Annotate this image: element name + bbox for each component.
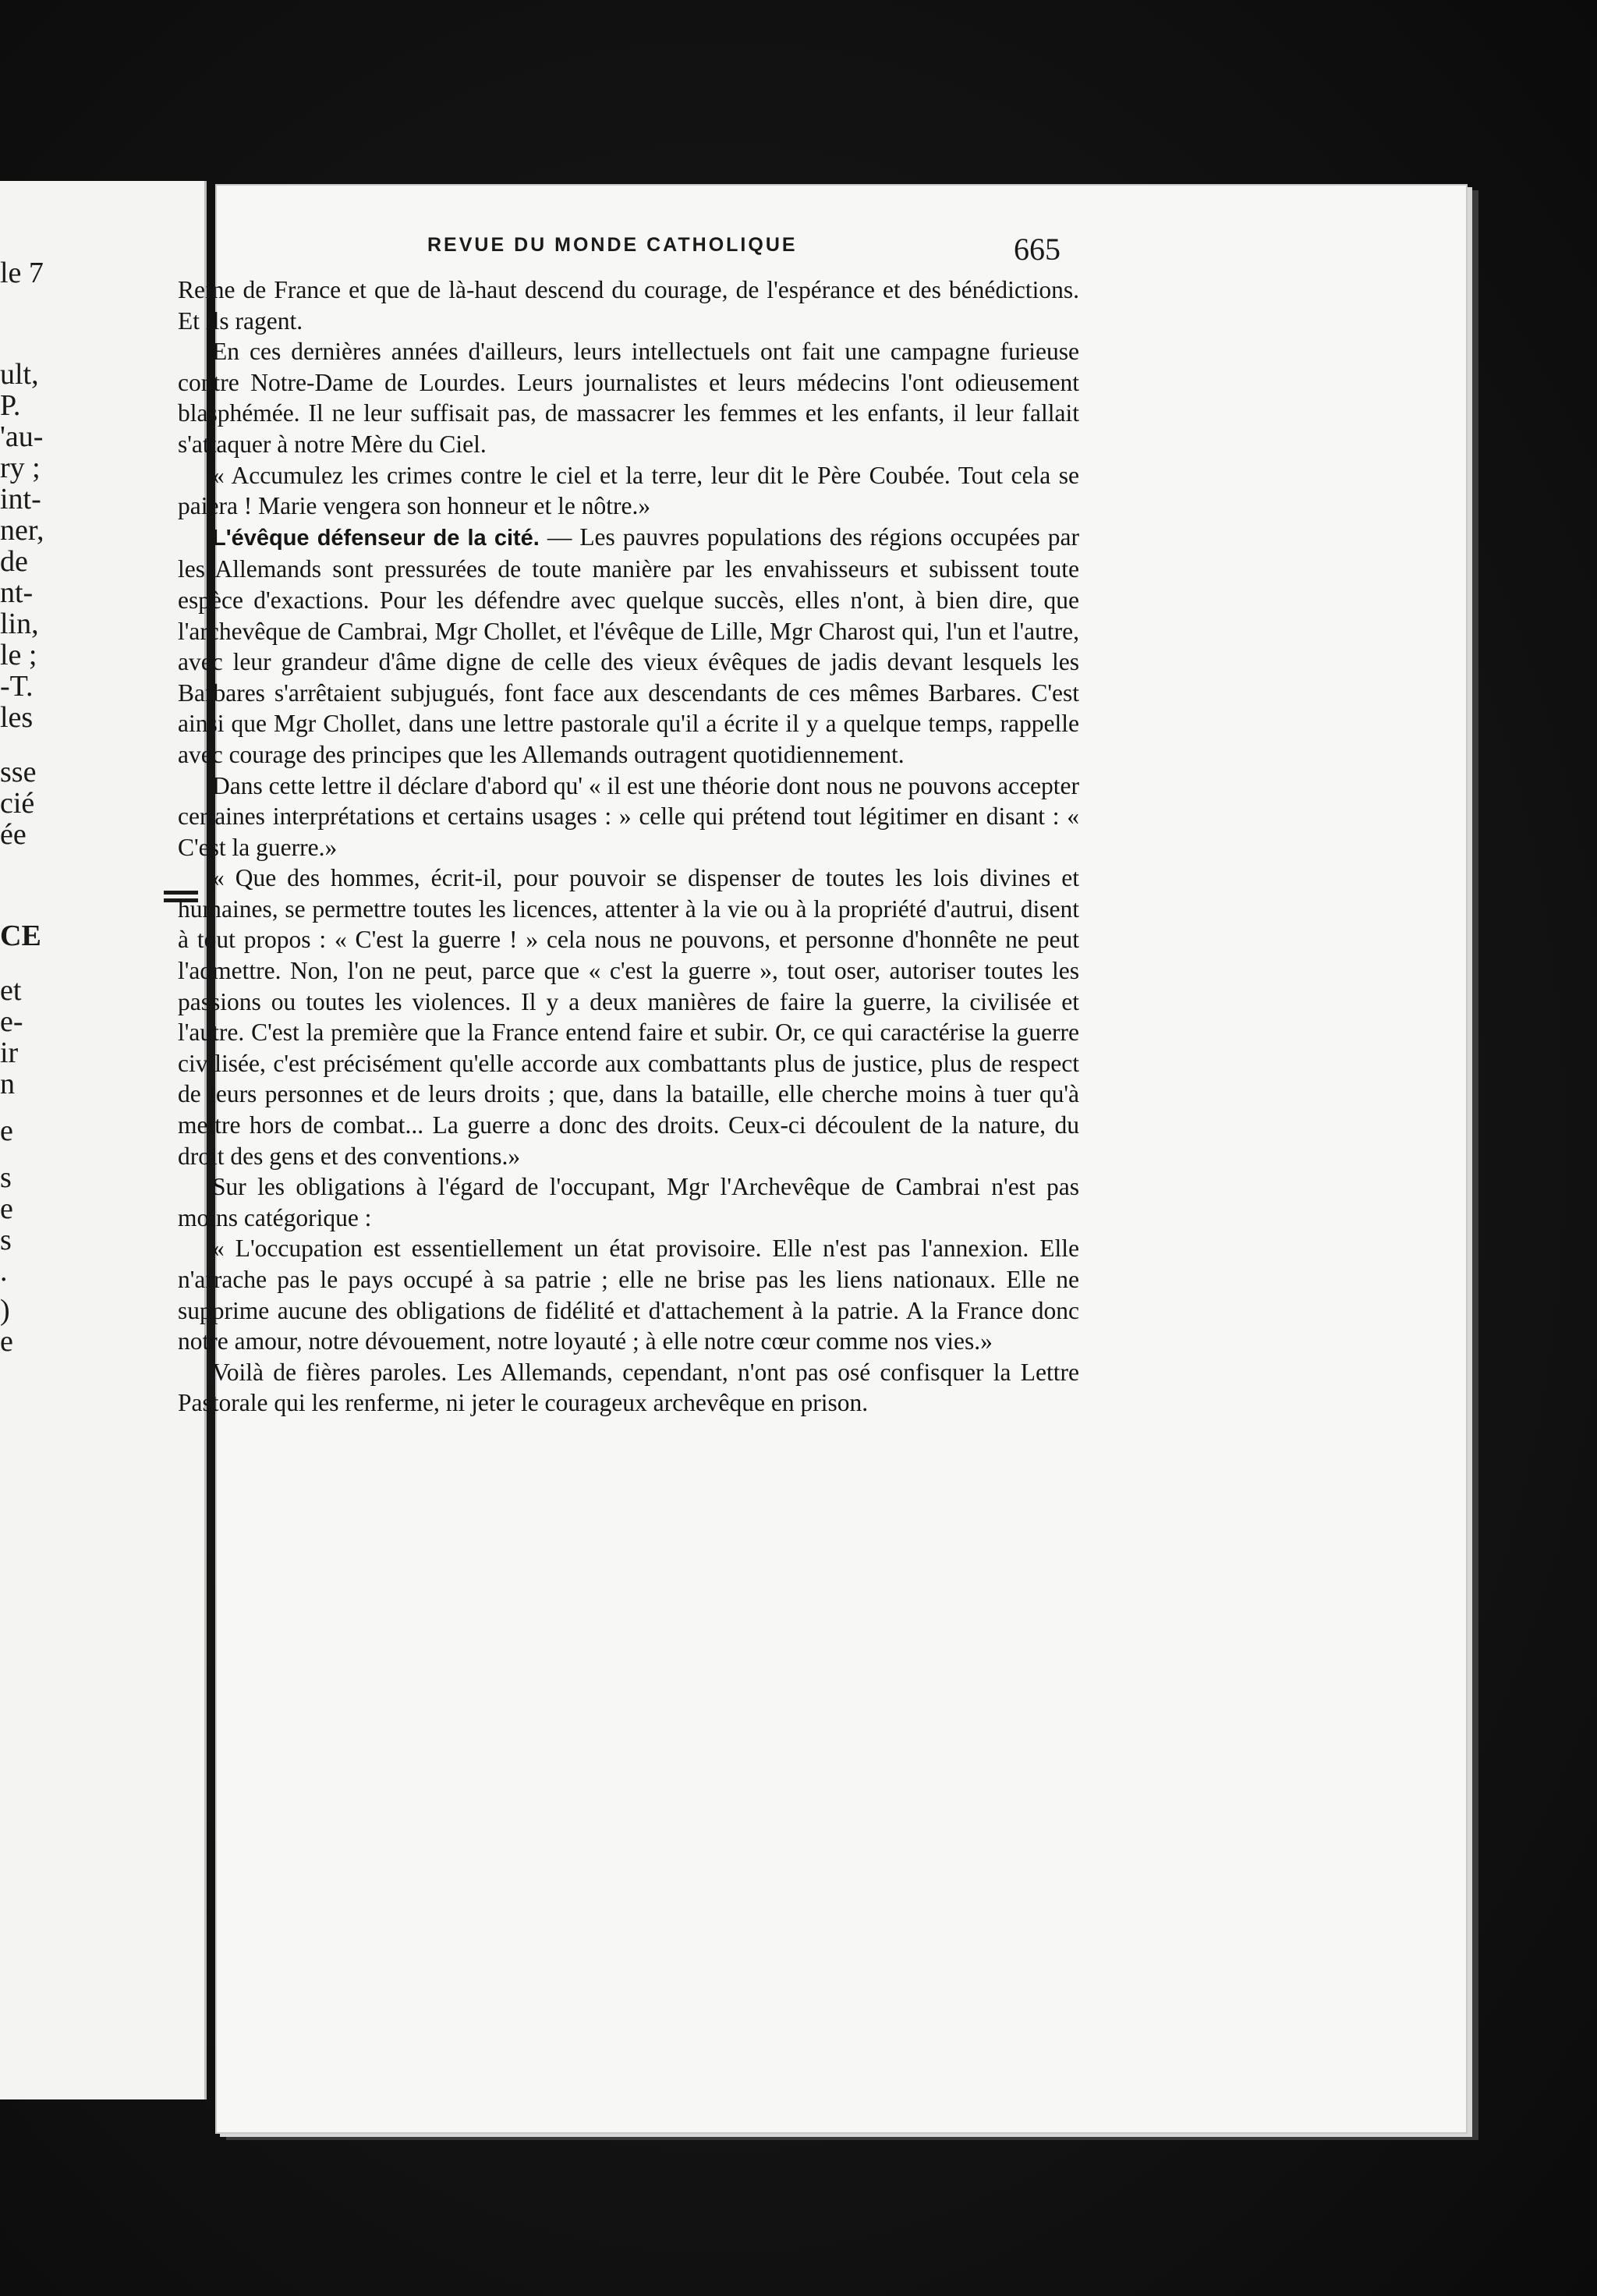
paragraph: Dans cette lettre il déclare d'abord qu' « il est une théorie dont nous ne pouvons accepter certaines interprétations et certains usages : » celle qui prétend tout légitimer en disant : « C'est la guerre.» bbox=[178, 771, 1079, 861]
left-page-text-fragment: le 7 bbox=[0, 257, 44, 289]
article-body bbox=[178, 275, 1079, 1419]
left-page-text-fragment: cié bbox=[0, 787, 35, 820]
left-page-text-fragment: 'au- bbox=[0, 420, 44, 453]
left-page-fragment bbox=[0, 181, 207, 2099]
left-page-text-fragment: n bbox=[0, 1068, 15, 1100]
left-page-text-fragment: ir bbox=[0, 1036, 19, 1069]
paragraph: « Accumulez les crimes contre le ciel et la terre, leur dit le Père Coubée. Tout cela se paiera ! Marie vengera son honneur et le nôtre.» bbox=[178, 461, 1079, 520]
left-page-text-fragment: e bbox=[0, 1192, 13, 1225]
page-number: 665 bbox=[1014, 232, 1061, 267]
paragraph bbox=[178, 522, 1079, 771]
paragraph: Sur les obligations à l'égard de l'occupant, Mgr l'Archevêque de Cambrai n'est pas moins catégorique : bbox=[178, 1173, 1079, 1231]
paragraph: En ces dernières années d'ailleurs, leurs intellectuels ont fait une campagne furieuse contre Notre-Dame de Lourdes. Leurs journalistes et leurs médecins l'ont odieusement blasphémée. Il ne leur suffisait pas, de massacrer les femmes et les enfants, il leur fallait s'attaquer à notre Mère du Ciel. bbox=[178, 338, 1079, 458]
left-page-text-fragment: ) bbox=[0, 1294, 10, 1327]
left-page-text-fragment: sse bbox=[0, 756, 37, 788]
left-page-text-fragment: et bbox=[0, 974, 22, 1007]
paragraph: Reine de France et que de là-haut descend du courage, de l'espérance et des bénédictions. Et ils ragent. bbox=[178, 276, 1079, 335]
left-page-text-fragment: P. bbox=[0, 389, 21, 422]
left-page-text-fragment: s bbox=[0, 1161, 12, 1194]
left-page-text-fragment: ée bbox=[0, 818, 27, 851]
left-page-text-fragment: de bbox=[0, 545, 28, 578]
left-page-text-fragment: e bbox=[0, 1114, 13, 1147]
running-head bbox=[178, 232, 1061, 267]
left-page-text-fragment: les bbox=[0, 701, 34, 734]
paragraph: « Que des hommes, écrit-il, pour pouvoir se dispenser de toutes les lois divines et humaines, se permettre toutes les licences, attenter à la vie ou à la propriété d'autrui, disent à tout propos : « C'est la guerre ! » cela nous ne pouvons, et personne d'honnête ne peut l'admettre. Non, l'on ne peut, parce que « c'est la guerre », tout oser, autoriser toutes les passions ou toutes les violences. Il y a deux manières de faire la guerre, la civilisée et l'autre. C'est la première que la France entend faire et subir. Or, ce qui caractérise la guerre civilisée, c'est précisément qu'elle accorde aux combattants plus de justice, plus de respect de leurs personnes et de leurs droits ; que, dans la bataille, elle cherche moins à tuer qu'à mettre hors de combat... La guerre a donc des droits. Ceux-ci découlent de la nature, du droit des gens et des conventions.» bbox=[178, 864, 1079, 1170]
left-page-text-fragment: . bbox=[0, 1255, 8, 1288]
left-page-text-fragment: nt- bbox=[0, 576, 34, 609]
left-page-text-fragment: ult, bbox=[0, 358, 39, 391]
left-page-text-fragment: s bbox=[0, 1224, 12, 1256]
left-page-text-fragment: ry ; bbox=[0, 452, 41, 484]
left-page-text-fragment: CE bbox=[0, 919, 41, 952]
left-page-text-fragment: -T. bbox=[0, 670, 34, 703]
left-page-text-fragment: e bbox=[0, 1325, 13, 1358]
paragraph-text: — Les pauvres populations des régions occupées par les Allemands sont pressurées de toute manière par les envahisseurs et subissent toute espèce d'exactions. Pour les défendre avec quelque succès, elles n'ont, à bien dire, que l'archevêque de Cambrai, Mgr Chollet, et l'évêque de Lille, Mgr Charost qui, l'un et l'autre, avec leur grandeur d'âme digne de celle des vieux évêques de jadis devant lesquels les Barbares s'arrêtaient subjugués, font face aux descendants de ces mêmes Barbares. C'est ainsi que Mgr Chollet, dans une lettre pastorale qu'il a écrite il y a quelque temps, rappelle avec courage des principes que les Allemands outragent quotidiennement. bbox=[178, 523, 1080, 768]
left-page-text-fragment: ner, bbox=[0, 514, 44, 547]
paragraph: Voilà de fières paroles. Les Allemands, cependant, n'ont pas osé confisquer la Lettre Pastorale qui les renferme, ni jeter le courageux archevêque en prison. bbox=[178, 1358, 1079, 1417]
left-page-text-fragment: e- bbox=[0, 1005, 23, 1038]
left-page-text-fragment: lin, bbox=[0, 608, 39, 640]
left-page-text-fragment: le ; bbox=[0, 639, 37, 671]
left-page-text-fragment: int- bbox=[0, 483, 41, 516]
paragraph: « L'occupation est essentiellement un état provisoire. Elle n'est pas l'annexion. Elle n'arrache pas le pays occupé à sa patrie ; elle ne brise pas les liens nationaux. Elle ne supprime aucune des obligations de fidélité et d'attachement à la patrie. A la France donc notre amour, notre dévouement, notre loyauté ; à elle notre cœur comme nos vies.» bbox=[178, 1235, 1079, 1355]
running-title: REVUE DU MONDE CATHOLIQUE bbox=[427, 234, 798, 256]
section-heading: L'évêque défenseur de la cité. bbox=[212, 525, 540, 551]
